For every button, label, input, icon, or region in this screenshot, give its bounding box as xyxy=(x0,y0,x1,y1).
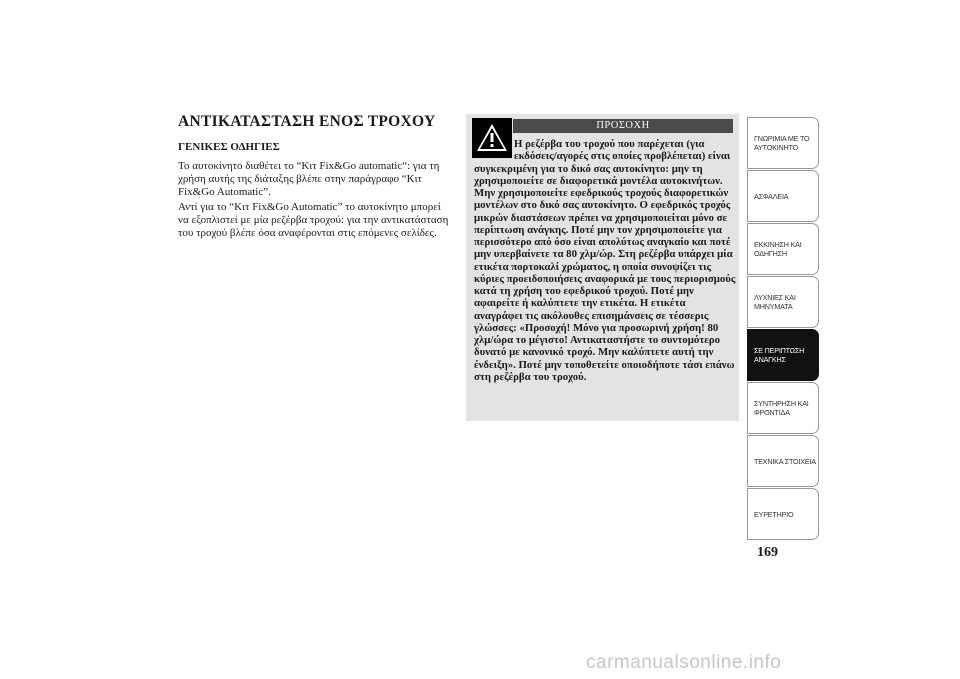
tab-label-line1: ΣΥΝΤΗΡΗΣΗ ΚΑΙ xyxy=(754,399,809,408)
section-subtitle: ΓΕΝΙΚΕΣ ΟΔΗΓΙΕΣ xyxy=(178,141,280,153)
tab-emergency[interactable] xyxy=(747,329,819,381)
watermark: carmanualsonline.info xyxy=(586,652,782,673)
page-number: 169 xyxy=(757,545,778,560)
tab-maintenance[interactable] xyxy=(747,382,819,434)
tab-label-line2: ΑΝΑΓΚΗΣ xyxy=(754,355,786,364)
tab-label-line2: ΑΥΤΟΚΙΝΗΤΟ xyxy=(754,143,798,152)
body-paragraph-1: Το αυτοκίνητο διαθέτει το “Κιτ Fix&Go automatic“: για τη χρήση αυτής της διάταξης βλέπε στην παράγραφο “Κιτ Fix&Go Automatic”. xyxy=(178,160,440,198)
warning-header: ΠΡΟΣΟΧΗ xyxy=(513,119,733,133)
tab-technical-data[interactable] xyxy=(747,435,819,487)
tab-starting-driving[interactable] xyxy=(747,223,819,275)
warning-text: Η ρεζέρβα του τροχού που παρέχεται (για εκδόσεις/αγορές στις οποίες προβλέπεται) είναι συγκεκριμένη για το δικό σας αυτοκίνητο: μην τη χρησιμοποιείτε σε διαφορετικά μοντέλα αυτοκινήτων. Μην χρησιμοποιείτε εφεδρικούς τροχούς διαφορετικών μοντέλων στο δικό σας αυτοκίνητο. Ο εφεδρικός τροχός μικρών διαστάσεων πρέπει να χρησιμοποιείται μόνο σε περίπτωση ανάγκης. Ποτέ μην τον χρησιμοποιείτε για περισσότερο από όσο είναι απολύτως αναγκαίο και ποτέ μην υπερβαίνετε τα 80 χλμ/ώρ. Στη ρεζέρβα υπάρχει μία ετικέτα πορτοκαλί χρώματος, η οποία συνοψίζει τις κύριες προειδοποιήσεις αναφορικά με τους περιορισμούς κατά τη χρήση του εφεδρικού τροχού. Ποτέ μην αφαιρείτε ή καλύπτετε την ετικέτα. Η ετικέτα αναγράφει τις ακόλουθες επισημάνσεις σε τέσσερις γλώσσες: «Προσοχή! Μόνο για προσωρινή χρήση! 80 χλμ/ώρα το μέγιστο! Αντικαταστήστε το συντομότερο δυνατό με κανονικό τροχό. Μην καλύπτετε αυτή την ένδειξη». Ποτέ μην τοποθετείτε οποιοδήποτε τάσι επάνω στη ρεζέρβα του τροχού. xyxy=(474,138,736,383)
tab-getting-to-know[interactable] xyxy=(747,117,819,169)
section-title: ΑΝΤΙΚΑΤΑΣΤΑΣΗ ΕΝΟΣ ΤΡΟΧΟΥ xyxy=(178,113,436,130)
tab-label-line2: ΟΔΗΓΗΣΗ xyxy=(754,249,787,258)
tab-label-line1: ΣΕ ΠΕΡΙΠΤΩΣΗ xyxy=(754,346,805,355)
tab-index[interactable] xyxy=(747,488,819,540)
tab-label-line1: ΑΣΦΑΛΕΙΑ xyxy=(754,191,789,201)
body-paragraph-2: Αντί για το “Κιτ Fix&Go Automatic” το αυτοκίνητο μπορεί να εξοπλιστεί με μία ρεζέρβα τροχού: για την αντικατάσταση του τροχού βλέπε όσα αναφέρονται στις επόμενες σελίδες. xyxy=(178,201,449,239)
tab-label-line2: ΜΗΝΥΜΑΤΑ xyxy=(754,302,793,311)
warning-text-block xyxy=(474,138,736,383)
tab-label-line1: ΤΕΧΝΙΚΑ ΣΤΟΙΧΕΙΑ xyxy=(754,456,816,466)
tab-label-line1: ΓΝΩΡΙΜΙΑ ΜΕ ΤΟ xyxy=(754,134,810,143)
tab-label-line1: ΕΚΚΙΝΗΣΗ ΚΑΙ xyxy=(754,240,802,249)
tab-label-line1: ΛΥΧΝΙΕΣ ΚΑΙ xyxy=(754,293,796,302)
tab-label-line1: ΕΥΡΕΤΗΡΙΟ xyxy=(754,509,794,519)
tab-safety[interactable] xyxy=(747,170,819,222)
tab-label-line2: ΦΡΟΝΤΙΔΑ xyxy=(754,408,790,417)
warning-box xyxy=(466,114,739,421)
tab-warning-lights[interactable] xyxy=(747,276,819,328)
